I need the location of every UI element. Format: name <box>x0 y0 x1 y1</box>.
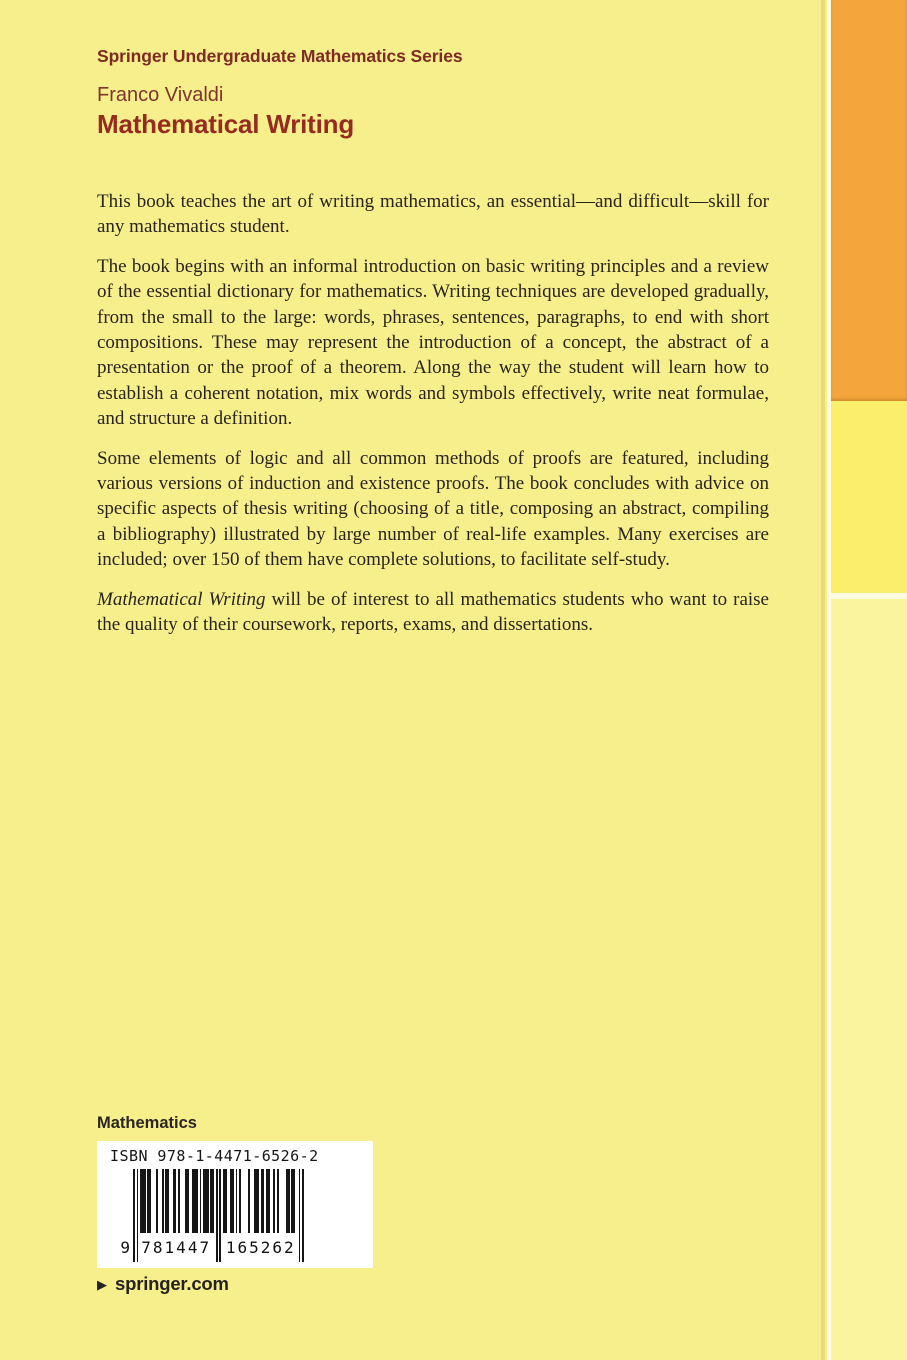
barcode-bar <box>299 1169 301 1262</box>
ean-digits-left: 781447 <box>138 1233 214 1262</box>
stripe-yellow-block <box>831 401 907 593</box>
stripe-divider <box>831 593 907 599</box>
blurb-paragraph-4-rest: will be of interest to all mathematics students who want to raise the quality of their coursework, reports, exams, and dissertations. <box>97 588 769 636</box>
barcode-bar <box>133 1169 135 1262</box>
book-title: Mathematical Writing <box>97 109 355 139</box>
publisher-site-row <box>97 1273 229 1295</box>
series-title: Springer Undergraduate Mathematics Series <box>97 46 463 66</box>
blurb-paragraph-4 <box>97 587 769 638</box>
arrow-right-icon: ▶ <box>97 1276 107 1292</box>
category-label: Mathematics <box>97 1114 197 1132</box>
ean-barcode-bars <box>120 1169 304 1262</box>
blurb-paragraph-2: The book begins with an informal introduction on basic writing principles and a review of the essential dictionary for mathematics. Writing techniques are developed gradually, from the small to the large: words, phrases, sentences, paragraphs, to end with short compositions. These may represent the introduction of a concept, the abstract of a presentation or the proof of a theorem. Along the way the student will learn how to establish a coherent notation, mix words and symbols effectively, write neat formulae, and structure a definition. <box>97 255 769 430</box>
stripe-orange-block <box>831 0 907 401</box>
blurb-paragraph-3: Some elements of logic and all common methods of proofs are featured, including various versions of induction and existence proofs. The book concludes with advice on specific aspects of thesis writing (choosing of a title, composing an abstract, compiling a bibliography) illustrated by large number of real-life examples. Many exercises are included; over 150 of them have complete solutions, to facilitate self-study. <box>97 447 769 571</box>
isbn-label: ISBN 978-1-4471-6526-2 <box>110 1147 319 1165</box>
author-name: Franco Vivaldi <box>97 84 224 106</box>
barcode-bar <box>219 1169 221 1262</box>
publisher-site-label: springer.com <box>115 1273 229 1294</box>
blurb-paragraph-1: This book teaches the art of writing mathematics, an essential—and difficult—skill for any mathematics student. <box>97 191 769 238</box>
barcode-bar <box>216 1169 218 1262</box>
barcode-bar <box>302 1169 304 1262</box>
ean-digit-lead: 9 <box>120 1238 130 1258</box>
ean-digits-right: 165262 <box>223 1233 299 1262</box>
back-cover-blurb <box>97 189 769 652</box>
cover-crease-line <box>821 0 825 1360</box>
spine-stripe-column <box>827 0 907 1360</box>
isbn-barcode-panel <box>97 1141 373 1268</box>
blurb-book-title-italic: Mathematical Writing <box>97 588 266 610</box>
